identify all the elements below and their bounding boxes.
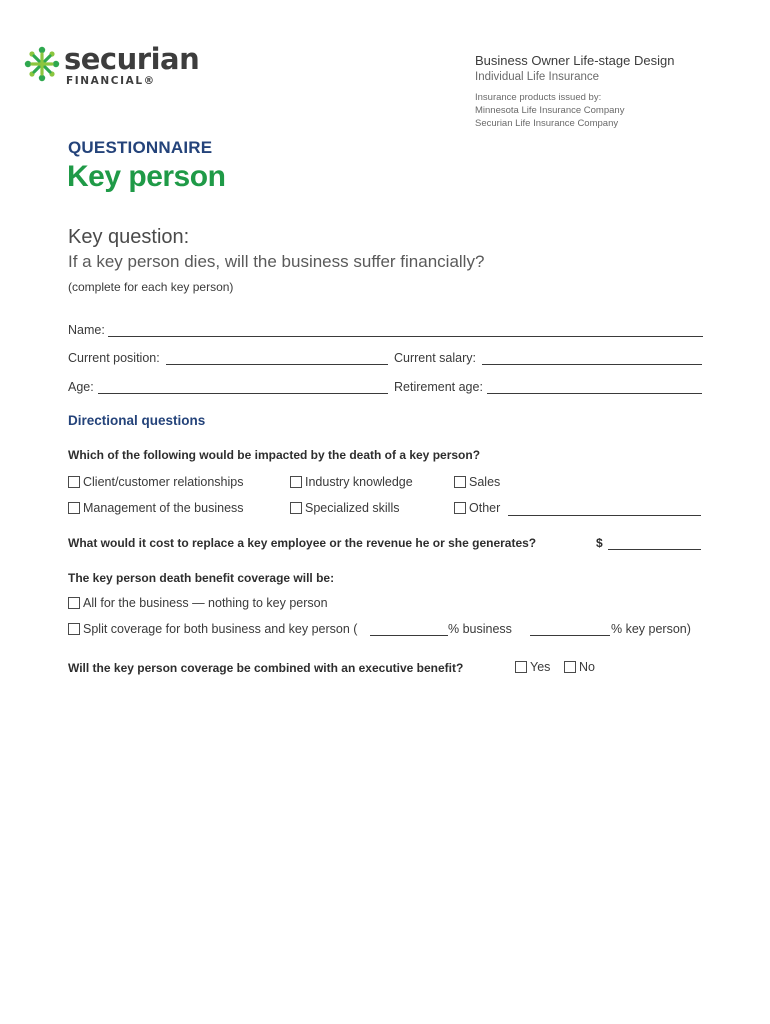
logo-wordmark: securian: [64, 42, 200, 76]
replacement-cost-question: What would it cost to replace a key employee or the revenue he or she generates?: [68, 536, 537, 550]
current-salary-field[interactable]: [482, 364, 702, 365]
questionnaire-eyebrow: QUESTIONNAIRE: [68, 138, 213, 157]
other-checkbox[interactable]: [454, 501, 500, 515]
impact-question: Which of the following would be impacted by the death of a key person?: [68, 448, 481, 462]
name-field[interactable]: [108, 336, 703, 337]
checkbox-icon[interactable]: [68, 597, 80, 609]
industry-knowledge-label: Industry knowledge: [305, 475, 413, 489]
securian-flower-icon: [22, 44, 62, 84]
key-question-text: If a key person dies, will the business suffer financially?: [68, 252, 485, 271]
no-checkbox[interactable]: [564, 660, 595, 674]
split-coverage-checkbox[interactable]: [68, 622, 357, 636]
key-person-percent-label: % key person): [611, 622, 691, 636]
age-field[interactable]: [98, 393, 388, 394]
name-label: Name:: [68, 323, 105, 337]
logo-subtitle: FINANCIAL®: [66, 75, 156, 87]
issuer-securian-life: Securian Life Insurance Company: [475, 118, 619, 129]
document-title: Business Owner Life-stage Design: [475, 53, 675, 68]
key-question-label: Key question:: [68, 226, 190, 248]
split-coverage-label: Split coverage for both business and key person (: [83, 622, 358, 636]
replacement-cost-field[interactable]: [608, 549, 701, 550]
checkbox-icon[interactable]: [290, 476, 302, 488]
yes-label: Yes: [530, 660, 551, 674]
directional-questions-heading: Directional questions: [68, 413, 206, 428]
executive-benefit-question: Will the key person coverage be combined with an executive benefit?: [68, 661, 464, 675]
checkbox-icon[interactable]: [68, 623, 80, 635]
document-subtitle: Individual Life Insurance: [475, 71, 600, 83]
checkbox-icon[interactable]: [564, 661, 576, 673]
all-for-business-label: All for the business — nothing to key person: [83, 596, 328, 610]
sales-label: Sales: [469, 475, 501, 489]
key-question-note: (complete for each key person): [68, 280, 234, 294]
other-field[interactable]: [508, 515, 701, 516]
current-salary-label: Current salary:: [394, 351, 476, 365]
issued-by-label: Insurance products issued by:: [475, 92, 602, 103]
specialized-skills-checkbox[interactable]: [290, 501, 399, 515]
other-label: Other: [469, 501, 501, 515]
checkbox-icon[interactable]: [454, 502, 466, 514]
retirement-age-field[interactable]: [487, 393, 702, 394]
checkbox-icon[interactable]: [68, 502, 80, 514]
business-percent-field[interactable]: [370, 635, 448, 636]
checkbox-icon[interactable]: [68, 476, 80, 488]
no-label: No: [579, 660, 595, 674]
key-person-percent-field[interactable]: [530, 635, 610, 636]
securian-logo: [22, 42, 222, 92]
management-checkbox[interactable]: [68, 501, 244, 515]
age-label: Age:: [68, 380, 94, 394]
client-relationships-checkbox[interactable]: [68, 475, 244, 489]
business-percent-label: % business: [448, 622, 512, 636]
retirement-age-label: Retirement age:: [394, 380, 483, 394]
checkbox-icon[interactable]: [290, 502, 302, 514]
checkbox-icon[interactable]: [515, 661, 527, 673]
management-label: Management of the business: [83, 501, 244, 515]
industry-knowledge-checkbox[interactable]: [290, 475, 413, 489]
client-relationships-label: Client/customer relationships: [83, 475, 244, 489]
issuer-minnesota-life: Minnesota Life Insurance Company: [475, 105, 625, 116]
currency-symbol: $: [596, 536, 603, 550]
yes-checkbox[interactable]: [515, 660, 550, 674]
current-position-label: Current position:: [68, 351, 160, 365]
current-position-field[interactable]: [166, 364, 388, 365]
sales-checkbox[interactable]: [454, 475, 500, 489]
page-title: Key person: [67, 160, 226, 193]
all-for-business-checkbox[interactable]: [68, 596, 328, 610]
specialized-skills-label: Specialized skills: [305, 501, 400, 515]
checkbox-icon[interactable]: [454, 476, 466, 488]
death-benefit-question: The key person death benefit coverage will be:: [68, 571, 335, 585]
